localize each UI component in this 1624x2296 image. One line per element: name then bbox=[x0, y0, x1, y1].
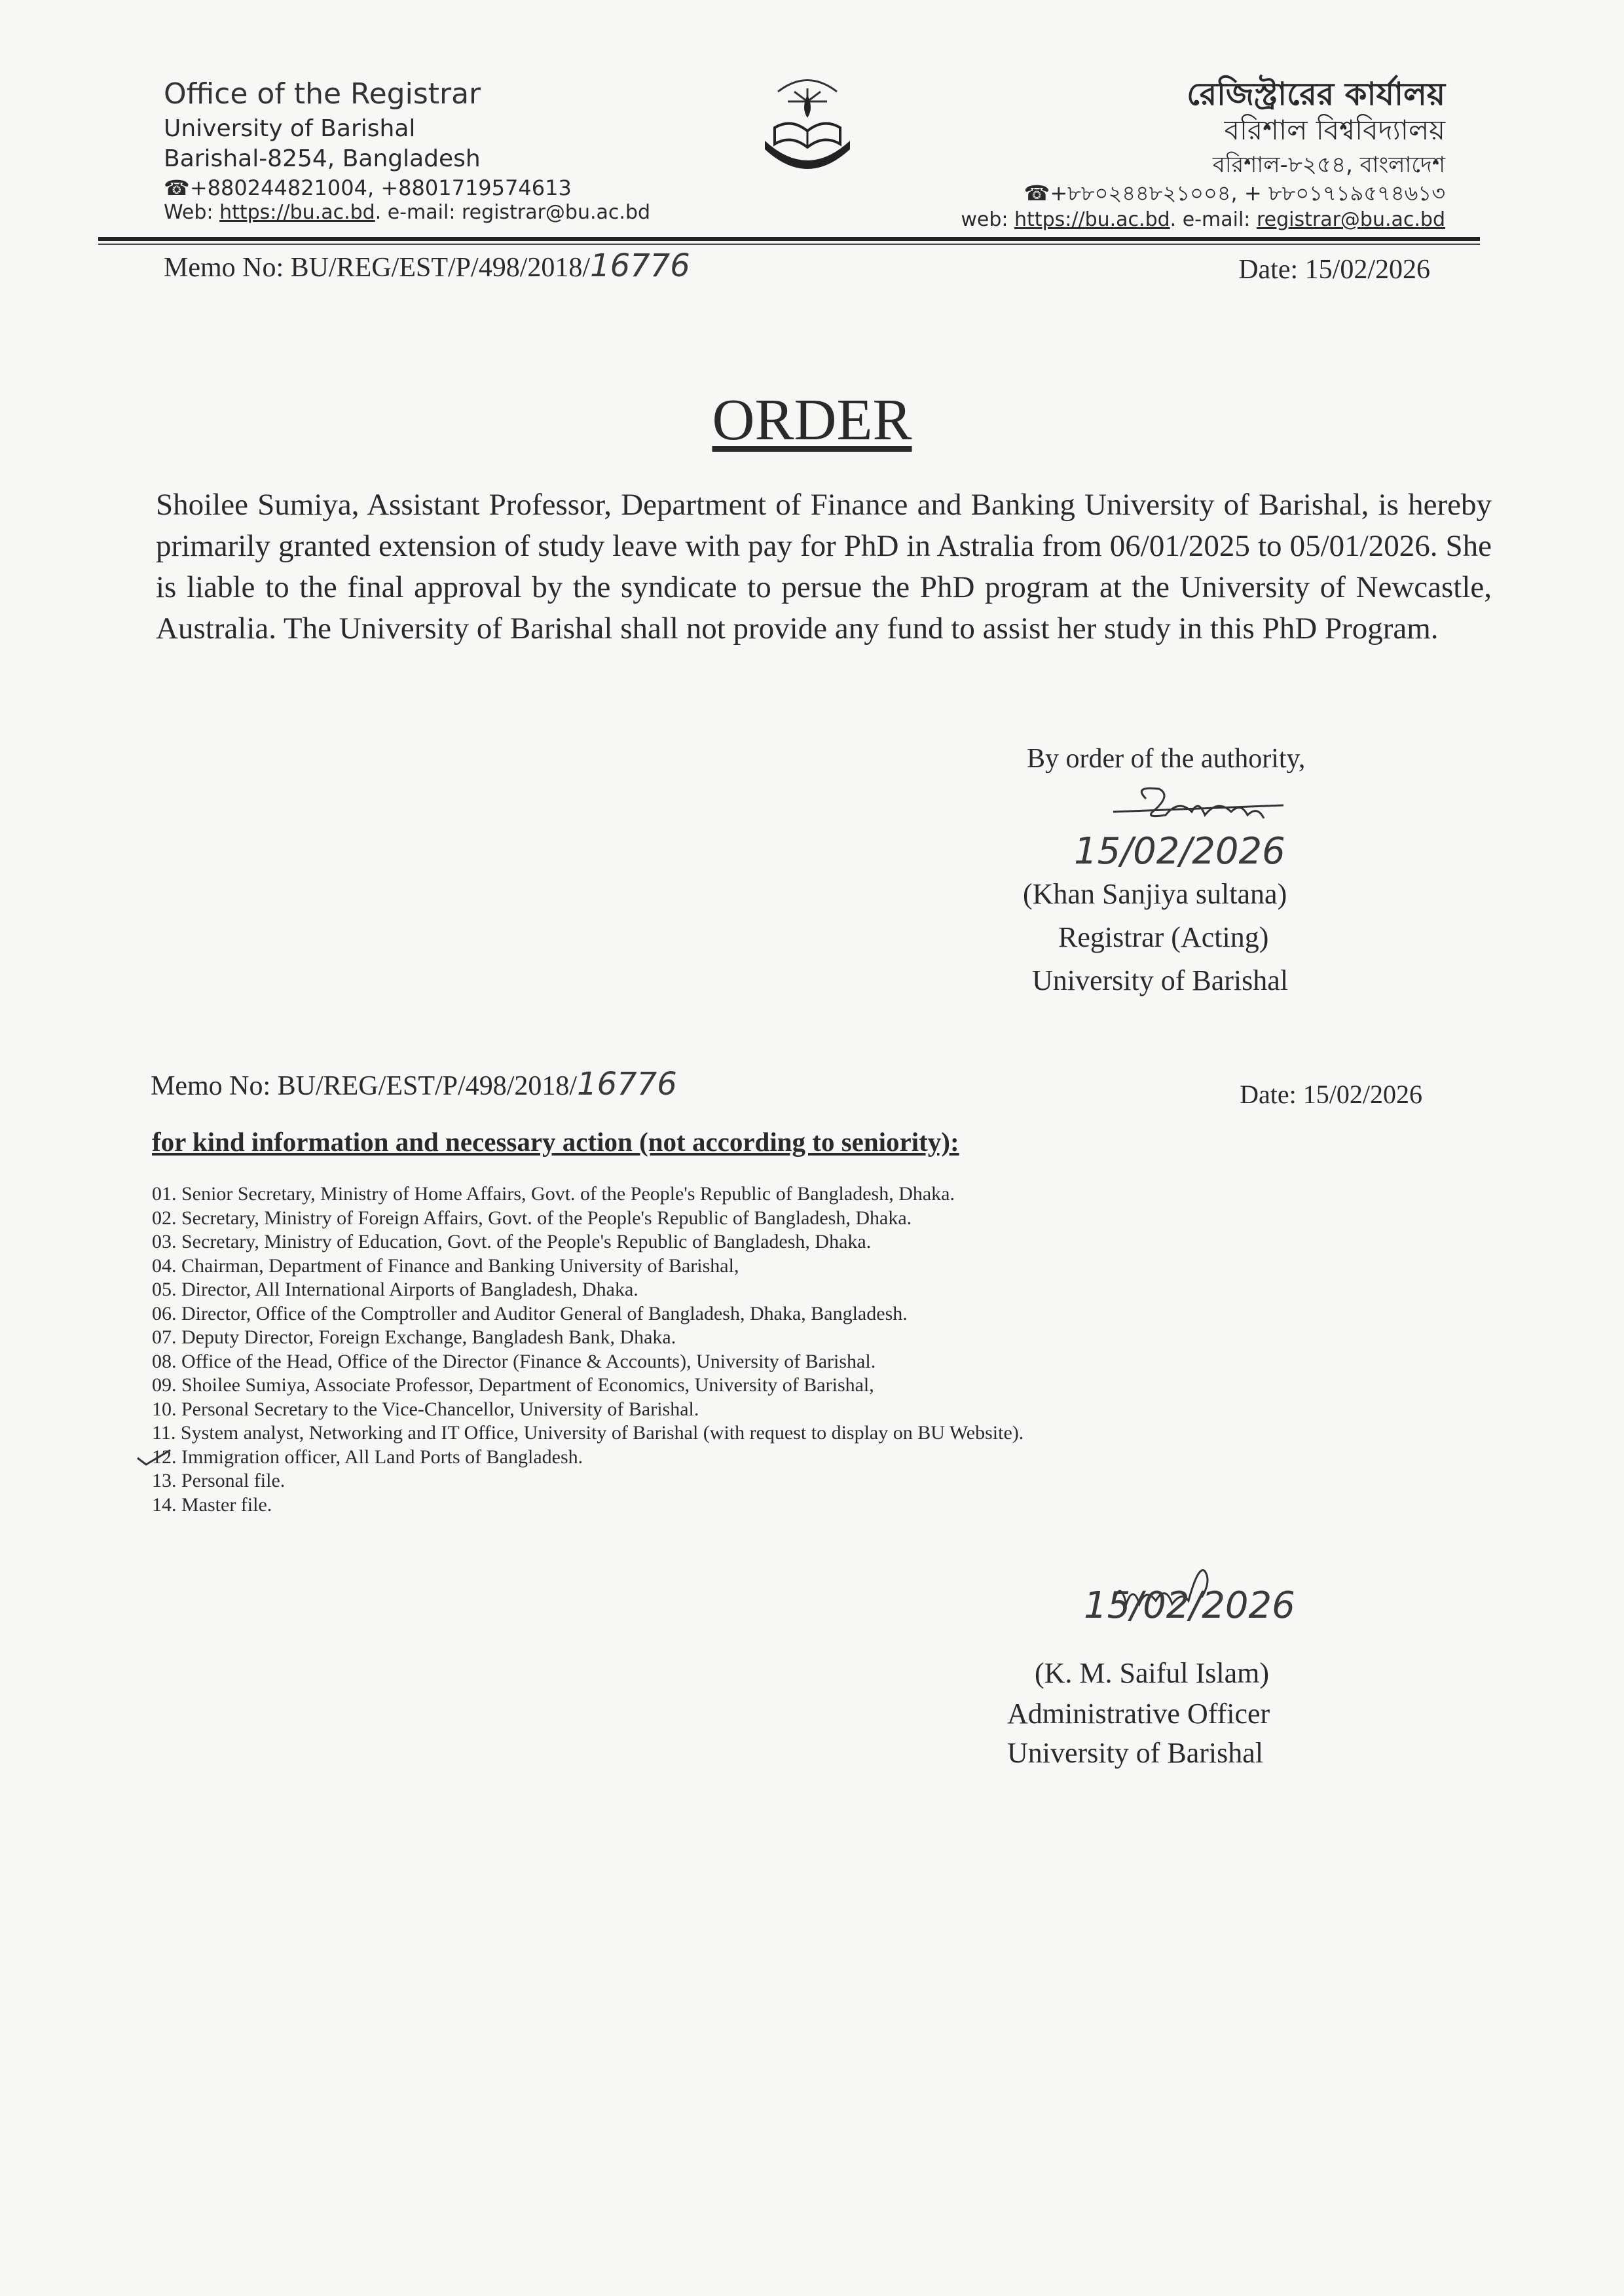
header-rule-thin bbox=[98, 244, 1480, 245]
list-item: 14. Master file. bbox=[152, 1493, 272, 1516]
distribution-list bbox=[152, 1182, 1024, 1517]
memo-number-2: Memo No: BU/REG/EST/P/498/2018/16776 bbox=[151, 1066, 677, 1102]
order-title: ORDER bbox=[712, 388, 912, 452]
registrar-title: Registrar (Acting) bbox=[1058, 921, 1269, 953]
handwritten-tick-mark bbox=[134, 1448, 174, 1468]
university-logo bbox=[752, 65, 863, 177]
memo-date: Date: 15/02/2026 bbox=[1238, 255, 1430, 285]
officer-title: Administrative Officer bbox=[1007, 1698, 1270, 1730]
list-item: 01. Senior Secretary, Ministry of Home Affairs, Govt. of the People's Republic of Bangladesh, Dhaka. bbox=[152, 1183, 955, 1205]
header-rule bbox=[98, 237, 1480, 241]
list-item: 07. Deputy Director, Foreign Exchange, Bangladesh Bank, Dhaka. bbox=[152, 1326, 676, 1348]
header-bn-address: বরিশাল-৮২৫৪, বাংলাদেশ bbox=[1212, 152, 1445, 178]
registrar-signature-date: 15/02/2026 bbox=[1074, 830, 1285, 873]
list-item: 03. Secretary, Ministry of Education, Govt. of the People's Republic of Bangladesh, Dhaka. bbox=[152, 1231, 872, 1252]
header-bn-office: রেজিস্ট্রারের কার্যালয় bbox=[1187, 76, 1445, 113]
header-address: Barishal-8254, Bangladesh bbox=[164, 145, 481, 172]
by-order-text: By order of the authority, bbox=[1027, 744, 1306, 774]
list-item: 04. Chairman, Department of Finance and Banking University of Barishal, bbox=[152, 1254, 739, 1277]
header-web: Web: https://bu.ac.bd. e-mail: registrar@bu.ac.bd bbox=[164, 201, 651, 224]
list-item: 09. Shoilee Sumiya, Associate Professor, Department of Economics, University of Barishal, bbox=[152, 1374, 874, 1396]
handwritten-memo-number-2: 16776 bbox=[577, 1066, 677, 1102]
list-item: 12. Immigration officer, All Land Ports of Bangladesh. bbox=[152, 1446, 583, 1468]
bn-web-link[interactable]: https://bu.ac.bd bbox=[1014, 208, 1170, 231]
registrar-signature bbox=[1107, 779, 1303, 831]
registrar-university: University of Barishal bbox=[1032, 964, 1289, 996]
order-body: Shoilee Sumiya, Assistant Professor, Department of Finance and Banking University of Barishal, is hereby primarily granted extension of study leave with pay for PhD in Astralia from 06/01/2025 to 05/01/2026. She is liable to the final approval by the syndicate to persue the PhD program at the University of Newcastle, Australia. The University of Barishal shall not provide any fund to assist her study in this PhD Program. bbox=[156, 488, 1492, 646]
list-item: 02. Secretary, Ministry of Foreign Affairs, Govt. of the People's Republic of Bangladesh, Dhaka. bbox=[152, 1207, 912, 1229]
header-bn-university: বরিশাল বিশ্ববিদ্যালয় bbox=[1224, 114, 1445, 146]
handwritten-memo-number: 16776 bbox=[590, 247, 690, 284]
header-university: University of Barishal bbox=[164, 115, 416, 142]
list-item: 11. System analyst, Networking and IT Office, University of Barishal (with request to display on BU Website). bbox=[152, 1422, 1024, 1444]
memo-date-2: Date: 15/02/2026 bbox=[1240, 1080, 1422, 1109]
officer-name: (K. M. Saiful Islam) bbox=[1035, 1657, 1270, 1689]
list-item: 06. Director, Office of the Comptroller and Auditor General of Bangladesh, Dhaka, Bangladesh. bbox=[152, 1302, 908, 1324]
bn-email-link[interactable]: registrar@bu.ac.bd bbox=[1256, 208, 1445, 231]
office-title: Office of the Registrar bbox=[164, 77, 481, 111]
officer-signature-date: 15/02/2026 bbox=[1084, 1584, 1295, 1627]
header-phone: ☎+880244821004, +8801719574613 bbox=[164, 175, 572, 200]
web-link[interactable]: https://bu.ac.bd bbox=[219, 201, 375, 224]
list-item: 05. Director, All International Airports of Bangladesh, Dhaka. bbox=[152, 1279, 638, 1300]
distribution-title: for kind information and necessary action (not according to seniority): bbox=[152, 1127, 959, 1157]
officer-university: University of Barishal bbox=[1007, 1737, 1264, 1769]
header-bn-phone: ☎+৮৮০২৪৪৮২১০০৪, + ৮৮০১৭১৯৫৭৪৬১৩ bbox=[1024, 181, 1445, 206]
header-bn-web: web: https://bu.ac.bd. e-mail: registrar@bu.ac.bd bbox=[961, 208, 1445, 231]
list-item: 10. Personal Secretary to the Vice-Chancellor, University of Barishal. bbox=[152, 1398, 699, 1420]
list-item: 08. Office of the Head, Office of the Director (Finance & Accounts), University of Barishal. bbox=[152, 1350, 876, 1372]
memo-number: Memo No: BU/REG/EST/P/498/2018/16776 bbox=[164, 247, 690, 284]
list-item: 13. Personal file. bbox=[152, 1470, 286, 1491]
registrar-name: (Khan Sanjiya sultana) bbox=[1023, 878, 1287, 910]
